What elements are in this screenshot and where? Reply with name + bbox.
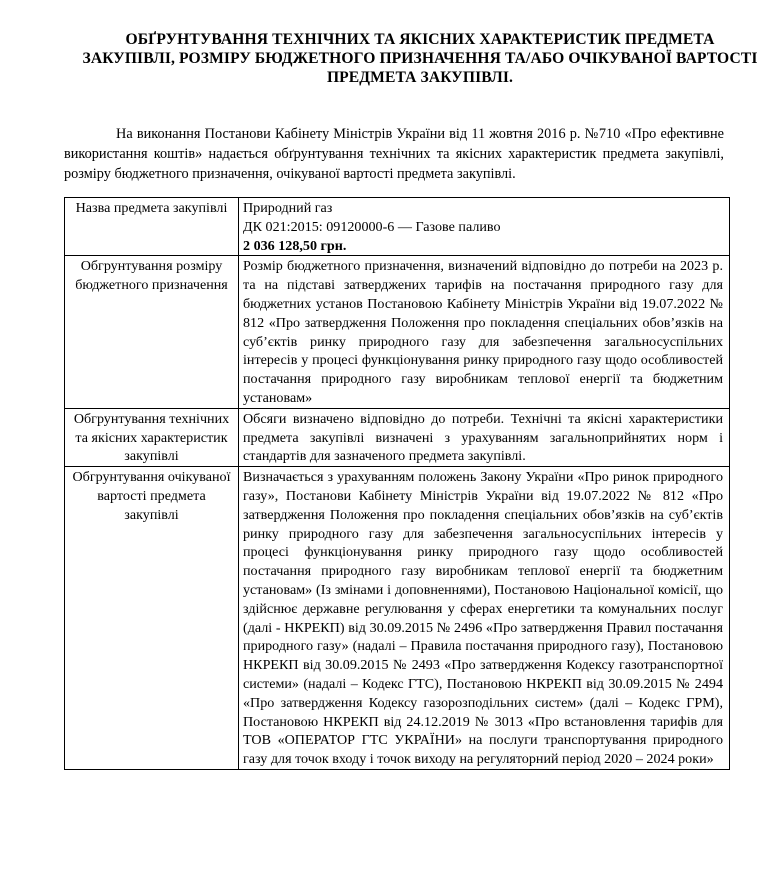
table-row [65, 256, 730, 408]
justification-table [64, 197, 730, 770]
row-label: Назва предмета закупівлі [65, 198, 239, 256]
intro-paragraph: На виконання Постанови Кабінету Міністрів України від 11 жовтня 2016 р. №710 «Про ефективне використання коштів» надається обґрунтування технічних та якісних характеристик предмета закупівлі, розміру бюджетного призначення, очікуваної вартості предмета закупівлі. [64, 126, 724, 182]
row-label: Обгрунтування технічних та якісних характеристик закупівлі [65, 408, 239, 466]
row-label: Обгрунтування очікуваної вартості предмета закупівлі [65, 467, 239, 770]
row-label: Обгрунтування розміру бюджетного призначення [65, 256, 239, 408]
item-amount: 2 036 128,50 грн. [243, 237, 347, 254]
row-content: Обсяги визначено відповідно до потреби. Технічні та якісні характеристики предмета закупівлі визначені з урахуванням загальноприйнятих норм і стандартів для зазначеного предмета закупівлі. [239, 408, 730, 466]
row-content [239, 198, 730, 256]
document-title: ОБҐРУНТУВАННЯ ТЕХНІЧНИХ ТА ЯКІСНИХ ХАРАКТЕРИСТИК ПРЕДМЕТА ЗАКУПІВЛІ, РОЗМІРУ БЮДЖЕТНОГО ПРИЗНАЧЕННЯ ТА/АБО ОЧІКУВАНОЇ ВАРТОСТІ ПРЕДМЕТА ЗАКУПІВЛІ. [82, 31, 758, 86]
table-row [65, 408, 730, 466]
row-content: Визначається з урахуванням положень Закону України «Про ринок природного газу», Постанови Кабінету Міністрів України від 19.07.2022 № 812 «Про затвердження Положення про покладення спеціальних обов’язків на суб’єктів ринку природного газу для забезпечення загальносуспільних інтересів у процесі функціонування ринку природного газу щодо особливостей постачання природного газу виробникам теплової енергії та бюджетним установам» (Із змінами і доповненнями), Постановою Національної комісії, що здійснює державне регулювання у сферах енергетики та комунальних послуг (далі - НКРЕКП) від 30.09.2015 № 2496 «Про затвердження Правил постачання природного газу» (надалі – Правила постачання природного газу), Постановою НКРЕКП від 30.09.2015 № 2493 «Про затвердження Кодексу газотранспортної системи» (надалі – Кодекс ГТС), Постановою НКРЕКП від 30.09.2015 № 2494 «Про затвердження Кодексу газорозподільних систем» (далі – Кодекс ГРМ), Постановою НКРЕКП від 24.12.2019 № 3013 «Про встановлення тарифів для ТОВ «ОПЕРАТОР ГТС УКРАЇНИ» на послуги транспортування природного газу для точок входу і точок виходу на регуляторний період 2020 – 2024 роки» [239, 467, 730, 770]
item-classifier: ДК 021:2015: 09120000-6 — Газове паливо [243, 218, 501, 235]
item-name: Природний газ [243, 200, 333, 216]
table-row [65, 467, 730, 770]
row-content: Розмір бюджетного призначення, визначений відповідно до потреби на 2023 р. та на підставі затверджених тарифів на постачання природного газу для бюджетних установ Постановою Кабінету Міністрів України від 19.07.2022 № 812 «Про затвердження Положення про покладення спеціальних обов’язків на суб’єктів ринку природного газу для забезпечення загальносуспільних інтересів у процесі функціонування ринку природного газу щодо особливостей постачання природного газу виробникам теплової енергії та бюджетним установам» [239, 256, 730, 408]
table-row [65, 198, 730, 256]
